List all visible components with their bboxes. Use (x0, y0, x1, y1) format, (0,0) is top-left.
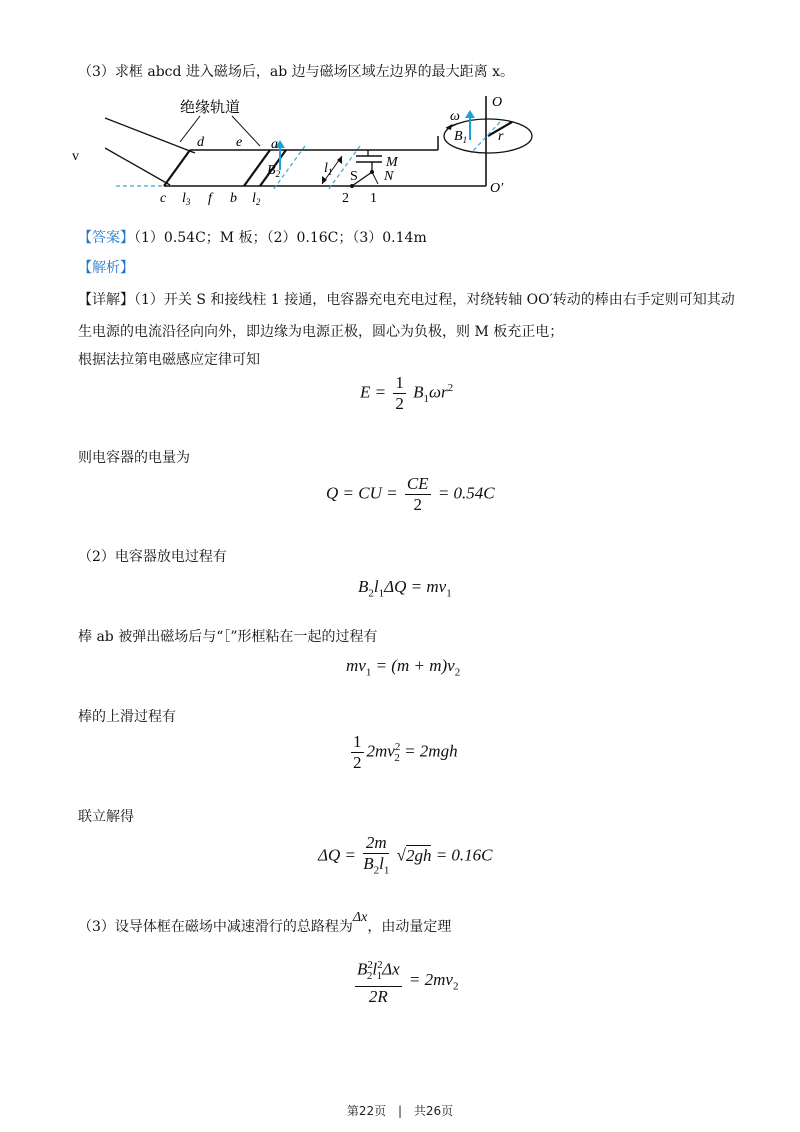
page-total: 共26页 (413, 1104, 454, 1118)
detail-line-3: 根据法拉第电磁感应定律可知 (78, 352, 260, 368)
label-b: b (230, 191, 237, 206)
label-f: f (208, 191, 212, 206)
label-omega: ω (450, 109, 460, 124)
detail-line-5: （2）电容器放电过程有 (78, 549, 227, 565)
page-number: 第22页 (346, 1104, 387, 1118)
label-B2: $B_2$ (267, 163, 281, 179)
detail-line-2: 生电源的电流沿径向向外，即边缘为电源正极，圆心为负极，则 M 板充正电； (78, 324, 564, 340)
label-l3: $l_3$ (182, 191, 191, 207)
label-B1: $B_1$ (454, 129, 468, 145)
label-l2: $l_2$ (252, 191, 261, 207)
label-r: r (498, 129, 504, 144)
footer-separator: | (397, 1104, 403, 1118)
label-e: e (236, 135, 243, 150)
page-footer (0, 1102, 800, 1119)
answer-text: （1）0.54C；M 板；（2）0.16C；（3）0.14m (134, 230, 427, 246)
equation-1: E = $\frac{1}{2}$ $B_1\omega r^2$ (360, 373, 454, 413)
track-label: 绝缘轨道 (180, 100, 241, 116)
label-d: d (197, 135, 204, 150)
analysis-tag: 【解析】 (78, 260, 134, 276)
label-l1: $l_1$ (324, 161, 333, 177)
equation-3: $B_2l_1\Delta Q = mv_1$ (358, 577, 452, 600)
equation-4: $mv_1 = (m + m)v_2$ (346, 656, 461, 679)
detail-line-9: （3）设导体框在磁场中减速滑行的总路程为Δx，由动量定理 (78, 910, 452, 935)
label-O: O (492, 95, 503, 110)
label-2: 2 (342, 191, 349, 206)
equation-5: $\frac{1}{2}$ $2mv^2_2 = 2mgh$ (353, 732, 458, 772)
detail-line-1: 【详解】（1）开关 S 和接线柱 1 接通，电容器充电充电过程，对绕转轴 OO′转动的棒由右手定则可知其动 (78, 292, 735, 308)
equation-7: $\frac{B^2_2l^2_1\Delta x}{2R}$ = $2mv_2$ (352, 955, 458, 1007)
equation-6: ΔQ = $\frac{2m}{B_2l_1}$ √2gh = 0.16C (318, 833, 493, 877)
detail-line-6: 棒 ab 被弹出磁场后与“［”形框粘在一起的过程有 (78, 629, 378, 645)
label-c: c (160, 191, 167, 206)
detail-line-7: 棒的上滑过程有 (78, 709, 176, 725)
answer-tag: 【答案】 (78, 230, 134, 246)
label-a: a (271, 137, 278, 152)
detail-line-8: 联立解得 (78, 809, 134, 825)
label-N: N (384, 169, 394, 184)
label-O-prime: O′ (490, 181, 504, 196)
circuit-figure (60, 88, 560, 210)
question-3-text: （3）求框 abcd 进入磁场后，ab 边与磁场区域左边界的最大距离 x。 (78, 64, 515, 80)
label-M: M (386, 155, 398, 170)
detail-tag: 【详解】 (78, 292, 134, 308)
equation-2: Q = CU = $\frac{CE}{2}$ = 0.54C (326, 474, 495, 514)
label-S: S (350, 169, 358, 184)
detail-line-4: 则电容器的电量为 (78, 450, 190, 466)
delta-x-inline: Δx (352, 910, 368, 925)
label-1: 1 (370, 191, 377, 206)
answer-line (78, 228, 427, 248)
v-label: v (72, 149, 79, 164)
